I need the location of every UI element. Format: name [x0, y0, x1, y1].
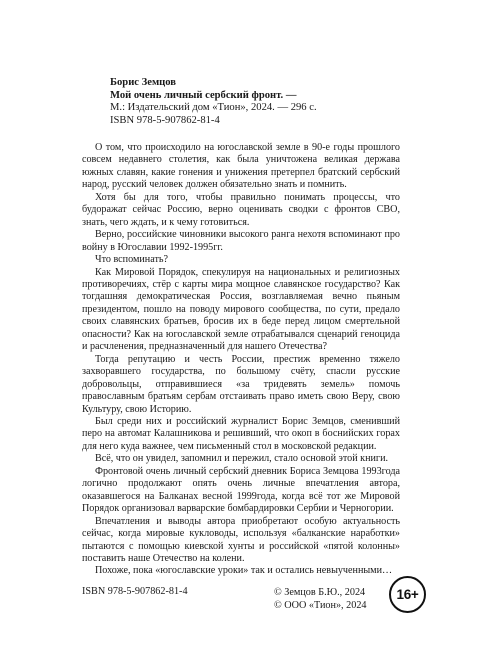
copyright-author: © Земцов Б.Ю., 2024: [274, 587, 366, 598]
imprint-line: М.: Издательский дом «Тион», 2024. — 296 с.: [110, 102, 317, 114]
annotation-paragraph: Фронтовой очень личный сербский дневник Бориса Земцова 1993года логично продолжают опять очень личные впечатления автора, оказавшегося на Балканах весной 1999года, когда всё тот же Мировой Порядок организовал варварские бомбардировки Сербии и Черногории.: [82, 465, 400, 515]
annotation-paragraph: Похоже, пока «югославские уроки» так и остались невыученными…: [95, 565, 393, 577]
annotation-paragraph: Хотя бы для того, чтобы правильно понимать процессы, что будоражат сейчас Россию, верно оценивать сводки с фронтов СВО, знать, чего ждать, и к чему готовиться.: [82, 191, 400, 228]
annotation-paragraph: Был среди них и российский журналист Борис Земцов, сменивший перо на автомат Калашникова и решивший, что окоп в боснийских горах для него куда важнее, чем письменный стол в московской редакции.: [82, 415, 400, 452]
book-title: Мой очень личный сербский фронт. —: [110, 89, 297, 101]
annotation-paragraph: О том, что происходило на югославской земле в 90-е годы прошлого совсем недавнего столетия, как была уничтожена великая держава южных славян, какие гонения и унижения претерпел братский сербский народ, русский человек должен обязательно знать и помнить.: [82, 142, 400, 191]
age-rating-badge: 16+: [389, 576, 426, 613]
annotation-paragraph: Как Мировой Порядок, спекулируя на национальных и религиозных противоречиях, стёр с карты мира мощное славянское государство? Как тогдашняя демократическая Россия, возглавляемая вечно пьяным президентом, пошло на поводу мирового сообщества, по сути, предало своих славянских братьев, бросив их в беде перед лицом смертельной опасности? Как на югославской земле отрабатывался сценарий геноцида и расчленения, предназначенный для нашего Отечества?: [82, 266, 400, 353]
author-name: Борис Земцов: [110, 77, 177, 88]
annotation-paragraph: Всё, что он увидел, запомнил и пережил, стало основой этой книги.: [95, 453, 389, 465]
annotation-paragraph: Что вспоминать?: [95, 254, 168, 266]
copyright-publisher: © ООО «Тион», 2024: [274, 600, 367, 611]
annotation-paragraph: Впечатления и выводы автора приобретают особую актуальность сейчас, когда мировые кукловоды, используя «балканские наработки» пытаются с помощью киевской хунты и российской «пятой колонны» поставить наше Отечество на колени.: [82, 515, 400, 564]
isbn-line: ISBN 978-5-907862-81-4: [110, 114, 220, 126]
bibliographic-record: [110, 77, 410, 127]
annotation-text: [82, 142, 400, 578]
annotation-paragraph: Верно, российские чиновники высокого ранга нехотя вспоминают про войну в Югославии 1992-1995гг.: [82, 229, 400, 253]
footer-isbn: ISBN 978-5-907862-81-4: [82, 586, 188, 597]
annotation-paragraph: Тогда репутацию и честь России, престиж временно тяжело захворавшего государства, по большому счёту, спасли русские добровольцы, отправившиеся «за тридевять земель» помочь православным братьям сербам отстаивать право иметь свою Веру, свою Культуру, свою Историю.: [82, 353, 400, 415]
copyright-block: [274, 586, 367, 612]
